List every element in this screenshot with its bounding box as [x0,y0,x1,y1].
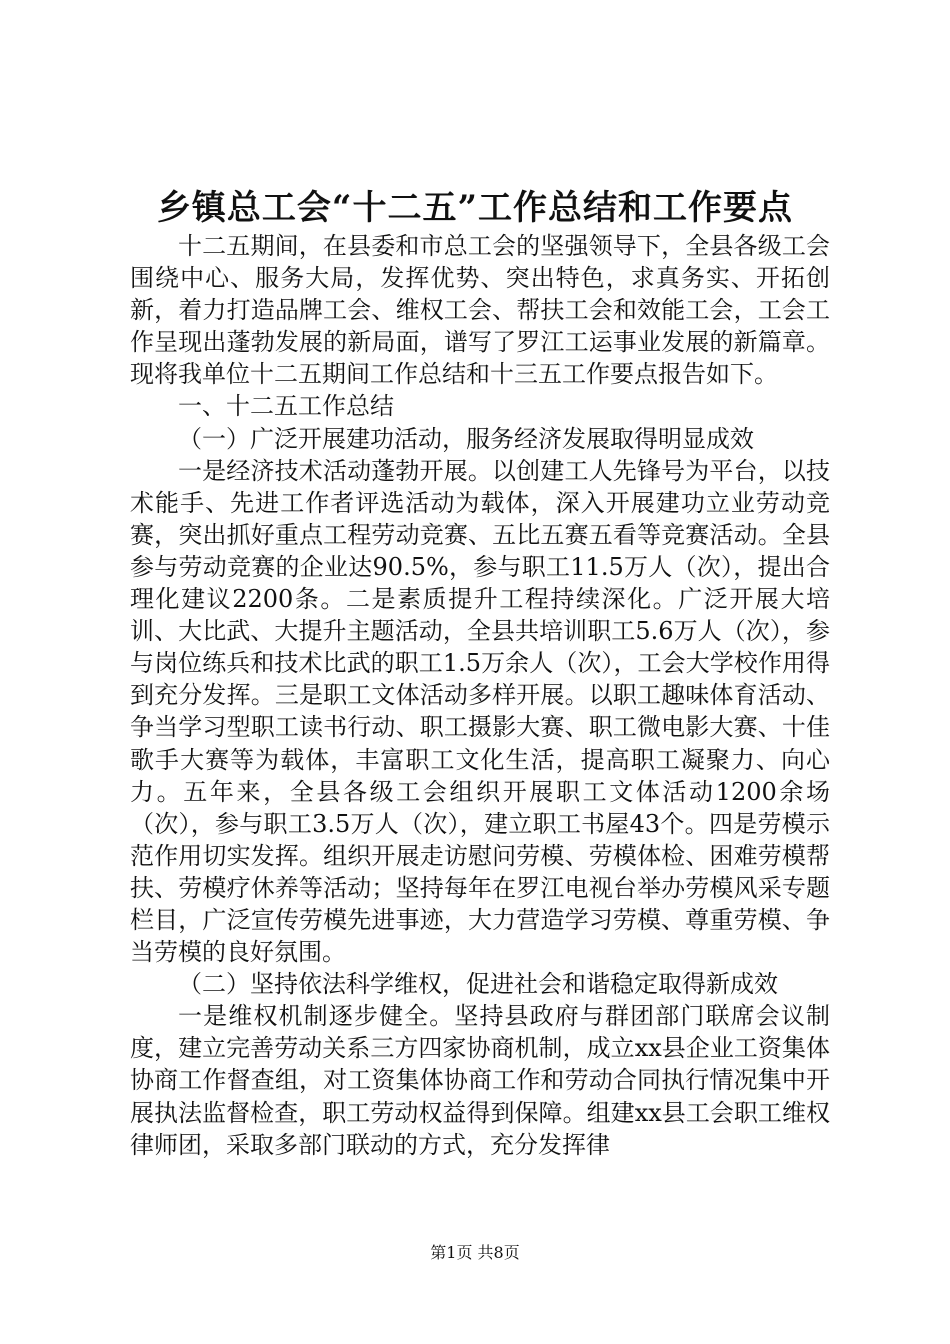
heading-section-1: 一、十二五工作总结 [178,392,394,421]
paragraph-intro: 十二五期间，在县委和市总工会的坚强领导下，全县各级工会围绕中心、服务大局，发挥优势、突出特色，求真务实、开拓创新，着力打造品牌工会、维权工会、帮扶工会和效能工会，工会工作呈现出蓬勃发展的新局面，谱写了罗江工运事业发展的新篇章。现将我单位十二五期间工作总结和十三五工作要点报告如下。 [130,232,830,389]
page-footer: 第1页 共8页 [430,1243,520,1262]
paragraph-1: 一是经济技术活动蓬勃开展。以创建工人先锋号为平台，以技术能手、先进工作者评选活动为载体，深入开展建功立业劳动竞赛，突出抓好重点工程劳动竞赛、五比五赛五看等竞赛活动。全县参与劳动竞赛的企业达90.5%，参与职工11.5万人（次），提出合理化建议2200条。二是素质提升工程持续深化。广泛开展大培训、大比武、大提升主题活动，全县共培训职工5.6万人（次），参与岗位练兵和技术比武的职工1.5万余人（次），工会大学校作用得到充分发挥。三是职工文体活动多样开展。以职工趣味体育活动、争当学习型职工读书行动、职工摄影大赛、职工微电影大赛、十佳歌手大赛等为载体，丰富职工文化生活，提高职工凝聚力、向心力。五年来，全县各级工会组织开展职工文体活动1200余场（次），参与职工3.5万人（次），建立职工书屋43个。四是劳模示范作用切实发挥。组织开展走访慰问劳模、劳模体检、困难劳模帮扶、劳模疗休养等活动；坚持每年在罗江电视台举办劳模风采专题栏目，广泛宣传劳模先进事迹，大力营造学习劳模、尊重劳模、争当劳模的良好氛围。 [130,456,830,967]
subheading-1: （一）广泛开展建功活动，服务经济发展取得明显成效 [178,424,754,453]
paragraph-2: 一是维权机制逐步健全。坚持县政府与群团部门联席会议制度，建立完善劳动关系三方四家协商机制，成立xx县企业工资集体协商工作督查组，对工资集体协商工作和劳动合同执行情况集中开展执法监督检查，职工劳动权益得到保障。组建xx县工会职工维权律师团，采取多部门联动的方式，充分发挥律 [130,1002,830,1159]
document-body [130,230,830,1161]
document-title: 乡镇总工会“十二五”工作总结和工作要点 [156,188,794,228]
subheading-2: （二）坚持依法科学维权，促进社会和谐稳定取得新成效 [178,970,778,999]
